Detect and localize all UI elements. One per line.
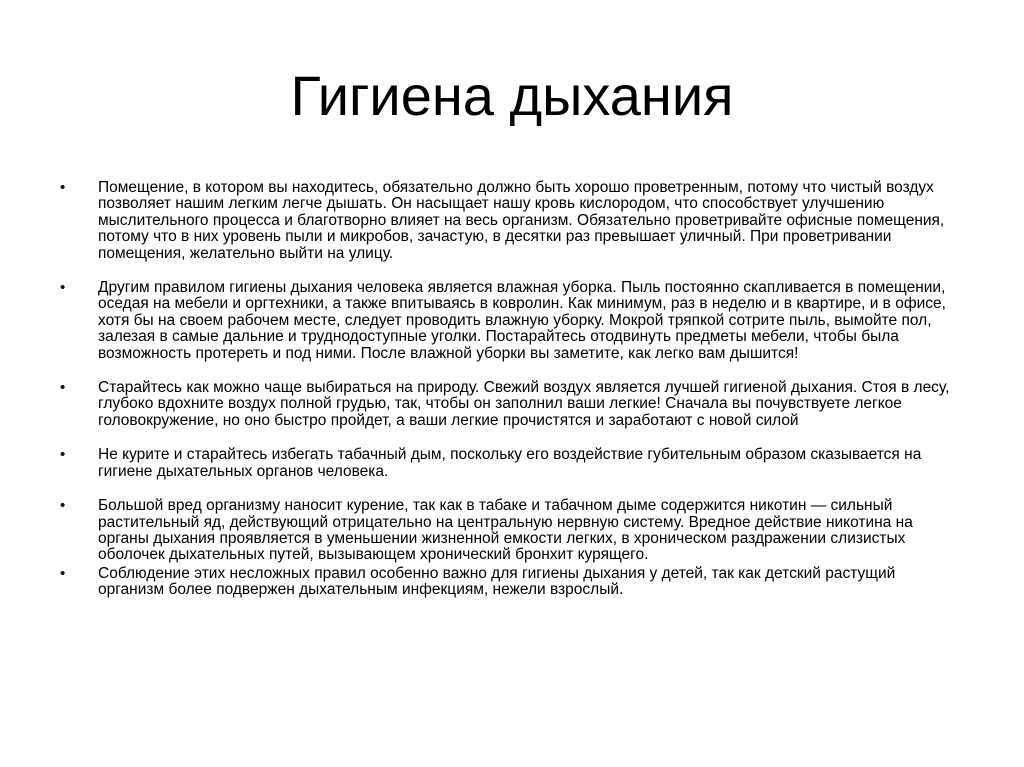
bullet-item [0, 447, 1024, 480]
bullet-icon: • [60, 497, 66, 515]
bullet-icon: • [60, 379, 66, 397]
bullet-text: Большой вред организму наносит курение, так как в табаке и табачном дыме содержится никотин — сильный растительный яд, действующий отрицательно на центральную нервную систему. Вредное действие никотина на органы дыхания проявляется в уменьшении жизненной емкости легких, в хроническом раздражении слизистых оболочек дыхательных путей, вызывающем хронический бронхит курящего. [98, 497, 913, 564]
bullet-icon: • [60, 279, 66, 297]
bullet-text: Соблюдение этих несложных правил особенно важно для гигиены дыхания у детей, так как детский растущий организм более подвержен дыхательным инфекциям, нежели взрослый. [98, 564, 896, 599]
bullet-item [0, 180, 1024, 262]
slide-title: Гигиена дыхания [290, 64, 734, 127]
bullet-item [0, 380, 1024, 429]
bullet-item [0, 566, 1024, 599]
bullet-text: Старайтесь как можно чаще выбираться на природу. Свежий воздух является лучшей гигиеной дыхания. Стоя в лесу, глубоко вдохните воздух полной грудью, так, чтобы он заполнил ваши легкие! Сначала вы почувствуете легкое головокружение, но оно быстро пройдет, а ваши легкие прочистятся и заработают с новой силой [98, 379, 950, 429]
bullet-icon: • [60, 564, 66, 582]
bullet-text: Другим правилом гигиены дыхания человека является влажная уборка. Пыль постоянно скапливается в помещении, оседая на мебели и оргтехники, а также впитываясь в ковролин. Как минимум, раз в неделю и в квартире, и в офисе, хотя бы на своем рабочем месте, следует проводить влажную уборку. Мокрой тряпкой сотрите пыль, вымойте пол, залезая в самые дальние и труднодоступные уголки. Постарайтесь отодвинуть предметы мебели, чтобы была возможность протереть и под ними. После влажной уборки вы заметите, как легко вам дышится! [98, 279, 946, 362]
bullet-list [0, 180, 1024, 617]
bullet-text: Не курите и старайтесь избегать табачный дым, поскольку его воздействие губительным образом сказывается на гигиене дыхательных органов человека. [98, 446, 922, 480]
bullet-item [0, 280, 1024, 362]
bullet-text: Помещение, в котором вы находитесь, обязательно должно быть хорошо проветренным, потому что чистый воздух позволяет нашим легким легче дышать. Он насыщает нашу кровь кислородом, что способствует улучшению мыслительного процесса и благотворно влияет на весь организм. Обязательно проветривайте офисные помещения, потому что в них уровень пыли и микробов, зачастую, в десятки раз превышает уличный. При проветривании помещения, желательно выйти на улицу. [98, 179, 945, 262]
bullet-icon: • [60, 179, 66, 196]
bullet-icon: • [60, 446, 66, 464]
bullet-item [0, 498, 1024, 564]
